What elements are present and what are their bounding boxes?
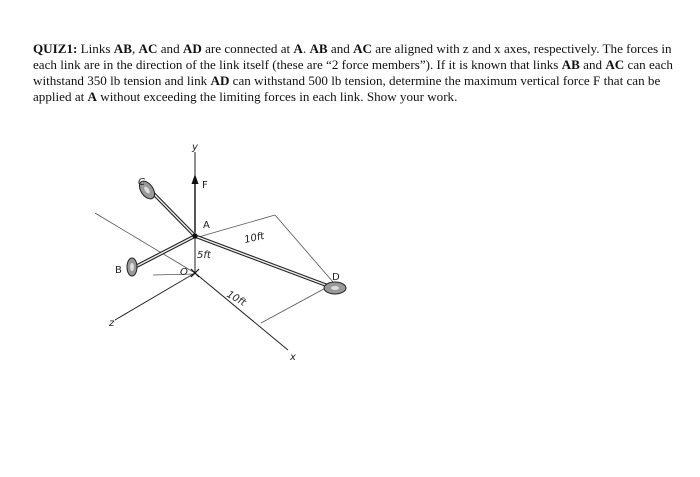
link-ad	[195, 236, 331, 287]
support-b	[127, 258, 137, 276]
text-run: and	[579, 57, 606, 72]
guide-line-bottom	[261, 284, 333, 323]
y-axis-label: y	[192, 142, 198, 153]
link-ab-ref: AB	[309, 41, 328, 56]
point-a-ref: A	[87, 89, 98, 104]
support-d	[324, 282, 346, 294]
text-run: without exceeding the limiting forces in each link. Show your work.	[97, 89, 458, 104]
dim-bottom-label: 10ft	[224, 289, 248, 309]
link-ac-ref: AC	[605, 57, 625, 72]
link-ad-ref: AD	[210, 73, 230, 88]
text-run: can withstand 500 lb tension, determine the maximum vertical force F that can be applied at	[33, 73, 661, 104]
guide-line-d	[275, 215, 333, 282]
link-ab-ref: AB	[561, 57, 580, 72]
link-ac-ref: AC	[353, 41, 373, 56]
force-arrow	[192, 174, 199, 232]
text-run: ,	[131, 41, 139, 56]
text-run: .	[302, 41, 310, 56]
force-label: F	[202, 180, 208, 191]
x-axis-line	[195, 273, 288, 350]
link-ad-ref: AD	[182, 41, 202, 56]
point-a-ref: A	[293, 41, 303, 56]
z-axis-line	[115, 273, 195, 320]
link-ac-ref: AC	[138, 41, 158, 56]
dim-top-label: 10ft	[243, 230, 266, 246]
z-axis-label: z	[109, 318, 115, 329]
text-run: Links	[77, 41, 114, 56]
point-d-label: D	[332, 272, 340, 283]
link-ab-ref: AB	[113, 41, 132, 56]
guide-line-o	[153, 274, 195, 275]
link-diagram	[95, 110, 395, 400]
quiz-label: QUIZ1:	[33, 41, 78, 56]
dim-vertical-label: 5ft	[197, 250, 211, 261]
joint-a	[192, 233, 197, 238]
point-b-label: B	[115, 265, 122, 276]
text-run: are aligned with z and x axes, respectively. The forces in each link are in the direction of the link itself (these are “2 force members”). If it is known that links	[33, 41, 672, 72]
origin-label: O	[180, 267, 188, 278]
text-run: are connected at	[201, 41, 294, 56]
point-a-label: A	[203, 220, 210, 231]
problem-statement	[33, 41, 673, 105]
x-axis-label: x	[290, 352, 296, 363]
text-run: and	[327, 41, 354, 56]
text-run: and	[157, 41, 183, 56]
text-run: can each withstand 350 lb tension and link	[33, 57, 673, 88]
link-ab	[135, 236, 195, 267]
point-c-label: C	[138, 177, 145, 188]
